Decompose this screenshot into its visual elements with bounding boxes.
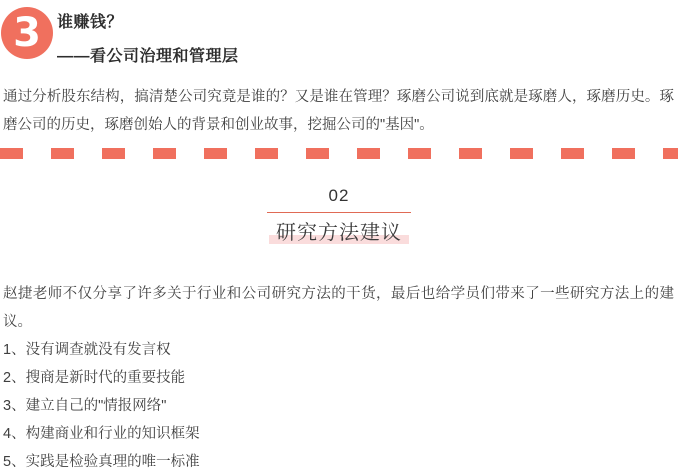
intro-paragraph: 通过分析股东结构，搞清楚公司究竟是谁的？又是谁在管理？琢磨公司说到底就是琢磨人，琢磨历史。琢磨公司的历史，琢磨创始人的背景和创业故事，挖掘公司的"基因"。 (3, 89, 674, 133)
section-number-badge (1, 7, 53, 59)
section-heading-number: 02 (328, 186, 350, 205)
list-item: 5、实践是检验真理的唯一标准 (3, 454, 200, 470)
dashed-divider (0, 148, 678, 159)
badge-number: 3 (13, 10, 41, 56)
section-underline (267, 212, 411, 213)
section-title (0, 222, 678, 246)
body-paragraph: 赵捷老师不仅分享了许多关于行业和公司研究方法的干货，最后也给学员们带来了一些研究方法上的建议。 (3, 286, 674, 330)
suggestion-list (3, 336, 674, 476)
header-titles (57, 9, 239, 66)
section-title-text: 研究方法建议 (269, 222, 409, 244)
header-subtitle: ——看公司治理和管理层 (57, 48, 239, 65)
header-title: 谁赚钱？ (57, 14, 124, 31)
section-header (0, 0, 678, 64)
list-item: 3、建立自己的"情报网络" (3, 398, 167, 414)
list-item: 1、没有调查就没有发言权 (3, 342, 171, 358)
section-heading (0, 186, 678, 246)
list-item: 2、搜商是新时代的重要技能 (3, 370, 186, 386)
list-item: 4、构建商业和行业的知识框架 (3, 426, 200, 442)
